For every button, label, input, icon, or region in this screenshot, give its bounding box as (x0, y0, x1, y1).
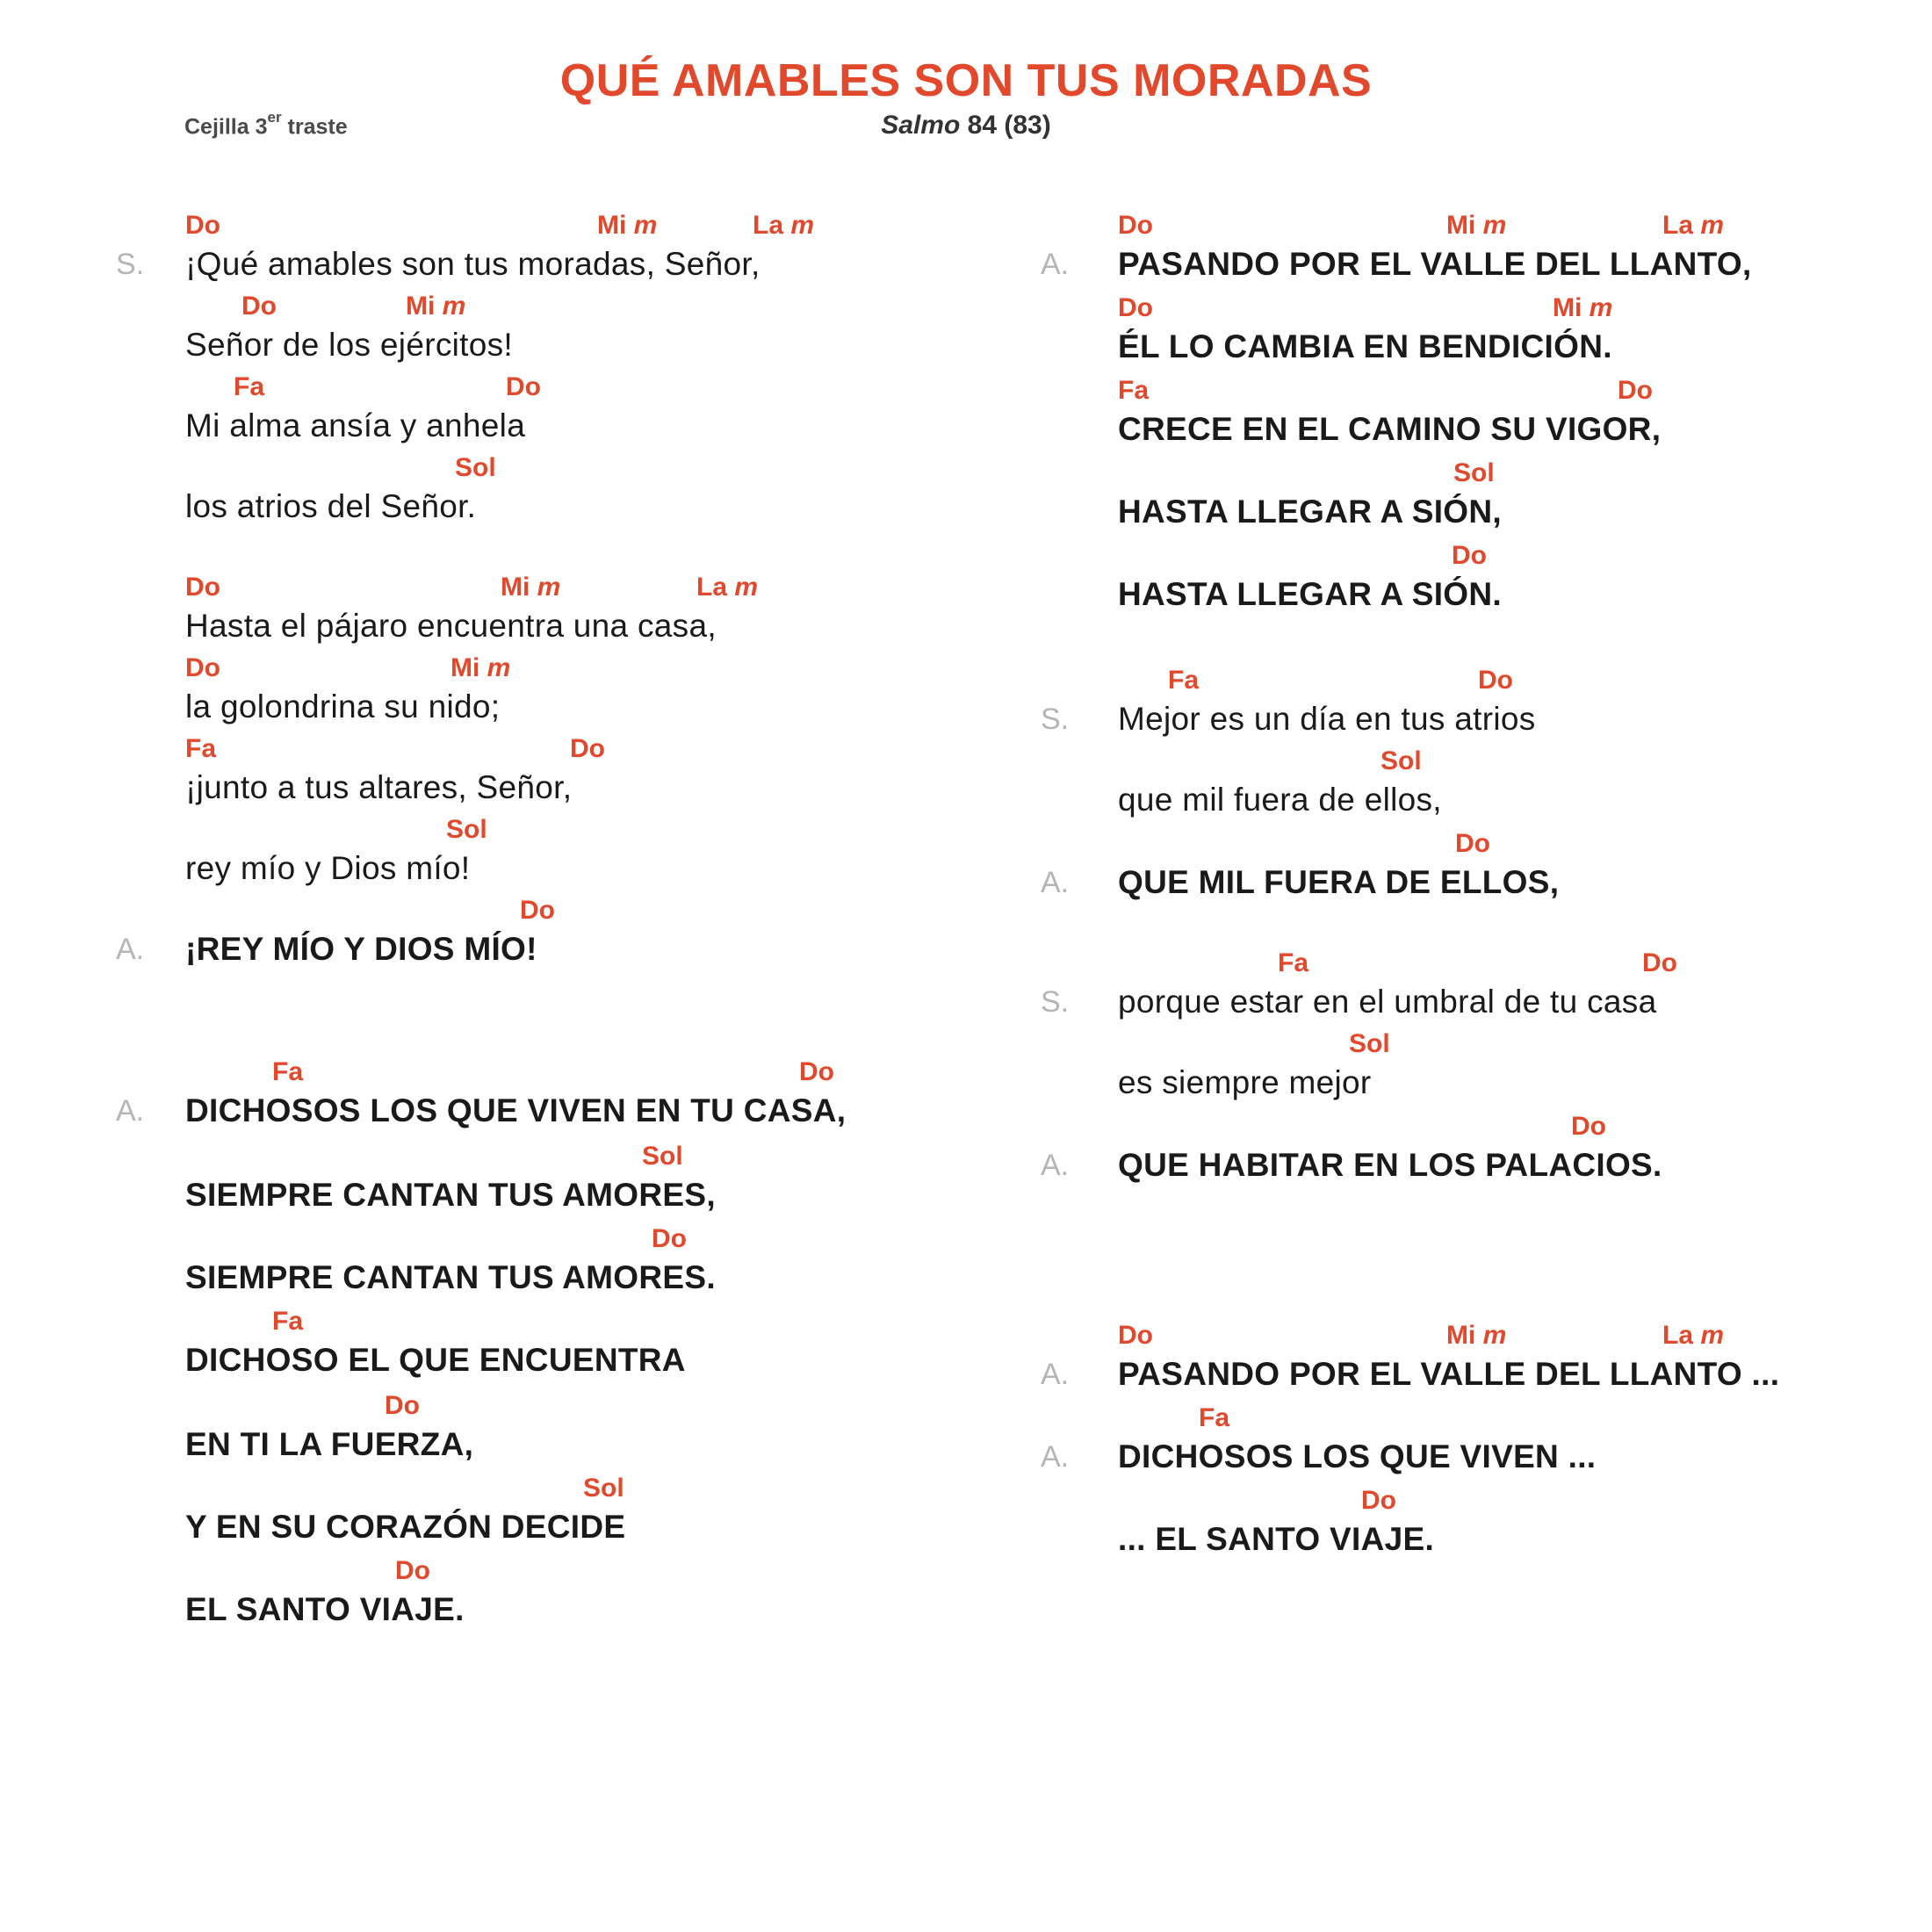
chord (1118, 1321, 1153, 1351)
lyric-text: DICHOSOS LOS QUE VIVEN ... (1118, 1438, 1597, 1474)
chord-row (185, 653, 511, 685)
chord-name: Fa (272, 1057, 304, 1086)
chord-name: Fa (1168, 666, 1200, 695)
lyric-text: ... EL SANTO VIAJE. (1118, 1521, 1435, 1557)
chord-row (185, 453, 496, 485)
chord-name: La (753, 211, 791, 240)
chord (1455, 829, 1490, 859)
voice-role-label: A. (1041, 248, 1070, 281)
right-song-line (1041, 829, 1560, 905)
chord-name: Fa (272, 1307, 304, 1336)
chord-name: Do (185, 573, 220, 602)
chord-name: Do (1571, 1112, 1606, 1141)
lyric-text: ¡Qué amables son tus moradas, Señor, (185, 246, 761, 282)
chord-row (185, 1391, 473, 1423)
chord-row (1118, 666, 1536, 697)
chord (1446, 1321, 1506, 1351)
voice-role-label: S. (116, 248, 145, 281)
left-song-line (185, 1391, 473, 1467)
chord-name: Do (1455, 829, 1490, 858)
chord-name: Mi (1446, 211, 1483, 240)
chord (1381, 746, 1422, 776)
chord (1553, 293, 1612, 323)
chord-name: Do (1642, 948, 1677, 977)
chord-quality: m (487, 653, 511, 682)
right-song-line (1041, 211, 1752, 286)
right-song-line (1118, 541, 1502, 616)
chord-name: Do (385, 1391, 420, 1420)
chord-name: Do (395, 1556, 430, 1585)
voice-role-label: A. (1041, 1440, 1070, 1474)
chord-name: Do (652, 1224, 687, 1253)
chord (696, 573, 758, 602)
chord-name: Mi (501, 573, 537, 602)
lyric-text: HASTA LLEGAR A SIÓN, (1118, 494, 1502, 530)
chord (753, 211, 814, 241)
chord-quality: m (1482, 211, 1507, 240)
chord (185, 734, 216, 764)
chord (395, 1556, 430, 1586)
left-song-line (185, 1142, 716, 1217)
lyric-text: Mi alma ansía y anhela (185, 407, 526, 443)
lyric-text: ¡junto a tus altares, Señor, (185, 769, 573, 805)
chord (1662, 211, 1724, 241)
chord-name: Fa (1199, 1403, 1230, 1432)
voice-role-label: A. (1041, 866, 1070, 899)
chord (234, 372, 264, 402)
chord (652, 1224, 687, 1254)
right-song-line (1118, 293, 1612, 369)
chord-row (185, 372, 541, 404)
chord-name: Do (185, 211, 220, 240)
chord (1278, 948, 1308, 978)
right-song-line (1041, 1112, 1662, 1187)
lyric-text: Y EN SU CORAZÓN DECIDE (185, 1509, 626, 1545)
chord-name: Mi (406, 292, 443, 321)
chord-name: Mi (451, 653, 487, 682)
left-song-line (185, 1556, 465, 1632)
chord (1349, 1029, 1390, 1059)
chord-row (1118, 293, 1612, 325)
chord-row (185, 1556, 465, 1588)
chord (570, 734, 605, 764)
chord (1118, 376, 1149, 406)
chord-name: Do (1118, 211, 1153, 240)
lyric-text: SIEMPRE CANTAN TUS AMORES, (185, 1177, 716, 1213)
chord-row (1118, 829, 1559, 861)
chord-name: La (696, 573, 735, 602)
chord-quality: m (734, 573, 759, 602)
chord-quality: m (537, 573, 561, 602)
chord-name: Do (242, 292, 277, 321)
chord-name: Do (506, 372, 541, 401)
chord-name: Do (1452, 541, 1487, 570)
psalm-reference (0, 111, 1932, 141)
chord-row (185, 1474, 625, 1505)
right-song-line (1118, 376, 1661, 451)
lyric-text: Hasta el pájaro encuentra una casa, (185, 608, 717, 644)
chord-name: Fa (1278, 948, 1309, 977)
right-song-line (1118, 1486, 1434, 1561)
lyric-text: EN TI LA FUERZA, (185, 1426, 474, 1462)
left-song-line (185, 815, 487, 890)
chord-name: Sol (583, 1474, 624, 1503)
chord-row (185, 1307, 686, 1338)
chord (1168, 666, 1199, 696)
chord-row (1118, 746, 1442, 778)
chord (1446, 211, 1506, 241)
chord (642, 1142, 683, 1171)
chord-quality: m (1700, 211, 1725, 240)
psalm-book: Salmo (881, 111, 961, 140)
left-song-line (185, 453, 496, 529)
chord (272, 1307, 303, 1337)
chord (1478, 666, 1513, 696)
chord (1361, 1486, 1396, 1516)
chord-row (1118, 211, 1752, 242)
chord-quality: m (633, 211, 658, 240)
voice-role-label: A. (1041, 1358, 1070, 1391)
lyric-text: es siempre mejor (1118, 1064, 1372, 1100)
right-song-line (1041, 1321, 1780, 1396)
right-song-line (1041, 948, 1677, 1024)
chord (446, 815, 487, 845)
chord-quality: m (1589, 293, 1613, 322)
lyric-text: Señor de los ejércitos! (185, 327, 513, 363)
chord-name: Do (570, 734, 605, 763)
lyric-text: DICHOSOS LOS QUE VIVEN EN TU CASA, (185, 1092, 847, 1128)
lyric-text: QUE HABITAR EN LOS PALACIOS. (1118, 1147, 1662, 1183)
chord (501, 573, 560, 602)
chord-row (185, 211, 815, 242)
chord-name: Mi (1446, 1321, 1483, 1350)
lyric-text: CRECE EN EL CAMINO SU VIGOR, (1118, 411, 1662, 447)
chord-row (1118, 1112, 1662, 1143)
voice-role-label: S. (1041, 703, 1070, 736)
chord (451, 653, 510, 683)
lyric-text: QUE MIL FUERA DE ELLOS, (1118, 864, 1560, 900)
lyric-text: SIEMPRE CANTAN TUS AMORES. (185, 1259, 716, 1295)
lyric-text: EL SANTO VIAJE. (185, 1591, 465, 1627)
chord (1662, 1321, 1724, 1351)
chord (1618, 376, 1653, 406)
lyric-text: PASANDO POR EL VALLE DEL LLANTO, (1118, 246, 1752, 282)
chord-row (1118, 1321, 1779, 1352)
chord (455, 453, 496, 483)
lyric-text: los atrios del Señor. (185, 488, 477, 524)
chord (1118, 293, 1153, 323)
chord-name: Do (1118, 1321, 1153, 1350)
chord-name: Sol (642, 1142, 683, 1171)
chord (520, 896, 555, 926)
chord-quality: m (1700, 1321, 1725, 1350)
left-song-line (185, 734, 605, 810)
chord (242, 292, 277, 321)
chord-name: Fa (1118, 376, 1150, 405)
chord (1571, 1112, 1606, 1142)
chord (583, 1474, 624, 1503)
left-song-line (116, 896, 555, 971)
chord-name: Do (520, 896, 555, 925)
chord (1642, 948, 1677, 978)
capo-ordinal: er (267, 109, 282, 126)
right-song-line (1041, 1403, 1597, 1479)
chord (1453, 458, 1495, 488)
chord-name: Do (799, 1057, 834, 1086)
chord-row (185, 896, 555, 927)
lyric-text: DICHOSO EL QUE ENCUENTRA (185, 1342, 686, 1378)
lyric-text: la golondrina su nido; (185, 688, 501, 724)
chord (185, 653, 220, 683)
chord-row (185, 815, 487, 847)
chord-row (1118, 948, 1677, 980)
left-song-line (185, 1307, 686, 1382)
chord-name: Do (185, 653, 220, 682)
left-song-line (116, 211, 815, 286)
chord (1452, 541, 1487, 571)
lyric-text: ÉL LO CAMBIA EN BENDICIÓN. (1118, 328, 1612, 364)
chord-row (185, 573, 759, 604)
chord (799, 1057, 834, 1087)
voice-role-label: A. (1041, 1149, 1070, 1182)
chord (506, 372, 541, 402)
chord-name: Sol (1349, 1029, 1390, 1058)
lyric-text: que mil fuera de ellos, (1118, 782, 1442, 818)
chord (1199, 1403, 1229, 1433)
chord-name: Mi (597, 211, 634, 240)
capo-label: Cejilla 3 (184, 114, 268, 140)
lyric-text: porque estar en el umbral de tu casa (1118, 984, 1657, 1020)
chord-row (1118, 1403, 1596, 1435)
lyric-text: rey mío y Dios mío! (185, 850, 471, 886)
chord-row (1118, 541, 1502, 573)
left-song-line (185, 573, 759, 648)
chord-row (185, 1142, 716, 1173)
chord-name: Do (1478, 666, 1513, 695)
right-song-line (1118, 458, 1502, 534)
chord-name: Do (1118, 293, 1153, 322)
chord-quality: m (442, 292, 466, 321)
chord (385, 1391, 420, 1421)
voice-role-label: A. (116, 933, 145, 966)
chord-row (185, 1057, 846, 1089)
chord-name: Fa (234, 372, 265, 401)
chord-quality: m (790, 211, 815, 240)
chord-row (185, 1224, 716, 1256)
left-song-line (185, 653, 511, 729)
chord-row (185, 292, 513, 323)
chord-name: La (1662, 211, 1701, 240)
voice-role-label: A. (116, 1094, 145, 1128)
lyric-text: Mejor es un día en tus atrios (1118, 701, 1536, 737)
right-song-line (1118, 1029, 1390, 1105)
left-song-line (185, 292, 513, 367)
chord (1118, 211, 1153, 241)
song-title: QUÉ AMABLES SON TUS MORADAS (559, 55, 1373, 106)
voice-role-label: S. (1041, 985, 1070, 1019)
psalm-number: 84 (83) (960, 111, 1051, 140)
chord-name: Mi (1553, 293, 1590, 322)
chord-name: Fa (185, 734, 217, 763)
chord (185, 211, 220, 241)
lyric-text: ¡REY MÍO Y DIOS MÍO! (185, 931, 537, 967)
chord-name: Sol (1453, 458, 1495, 487)
chord-name: Sol (1381, 746, 1422, 775)
lyric-text: PASANDO POR EL VALLE DEL LLANTO ... (1118, 1356, 1780, 1392)
chord-row (185, 734, 605, 766)
right-song-line (1041, 666, 1536, 741)
left-song-line (185, 1474, 625, 1549)
chord-name: Do (1361, 1486, 1396, 1515)
chord-quality: m (1482, 1321, 1507, 1350)
chord (597, 211, 657, 241)
chord-name: Do (1618, 376, 1653, 405)
chord-name: La (1662, 1321, 1701, 1350)
chord (406, 292, 465, 321)
chord (272, 1057, 303, 1087)
left-song-line (185, 1224, 716, 1300)
capo-suffix: traste (281, 114, 348, 140)
chord-row (1118, 1029, 1390, 1061)
lyric-text: HASTA LLEGAR A SIÓN. (1118, 576, 1502, 612)
right-song-line (1118, 746, 1442, 822)
left-song-line (116, 1057, 847, 1133)
left-song-line (185, 372, 541, 448)
chord-row (1118, 458, 1502, 490)
chord-name: Sol (446, 815, 487, 844)
chord (185, 573, 220, 602)
chord-name: Sol (455, 453, 496, 482)
chord-row (1118, 376, 1661, 407)
chord-row (1118, 1486, 1434, 1517)
